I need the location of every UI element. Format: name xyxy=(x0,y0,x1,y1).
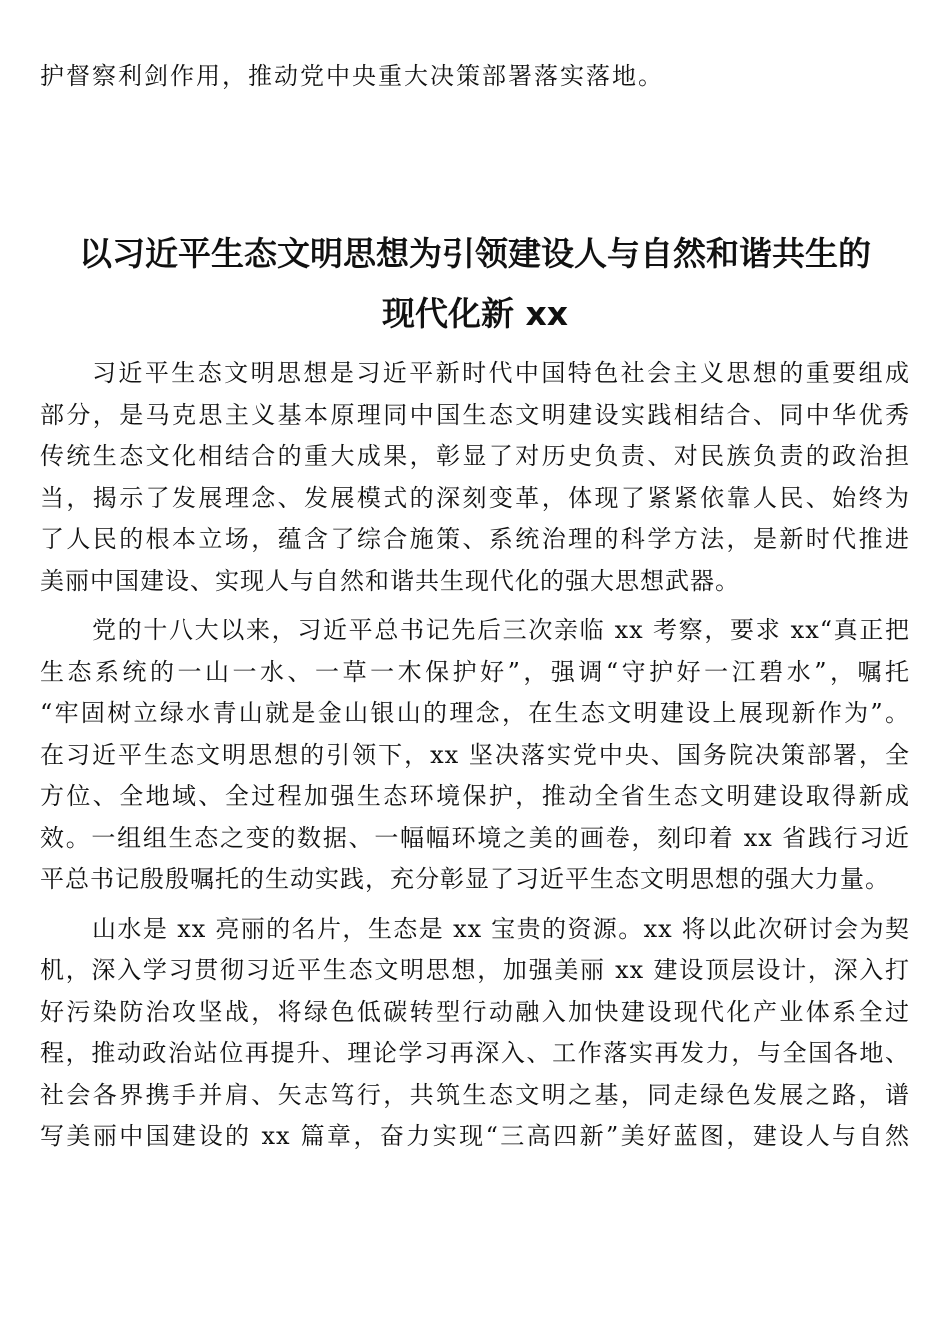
paragraph-line: 平总书记殷殷嘱托的生动实践，充分彰显了习近平生态文明思想的强大力量。 xyxy=(40,865,890,893)
paragraph-line: 好污染防治攻坚战，将绿色低碳转型行动融入加快建设现代化产业体系全过 xyxy=(40,997,910,1026)
previous-paragraph-tail: 护督察利剑作用，推动党中央重大决策部署落实落地。 xyxy=(40,62,664,90)
article-body xyxy=(40,353,910,1158)
paragraph-line: 效。一组组生态之变的数据、一幅幅环境之美的画卷，刻印着 xx 省践行习近 xyxy=(40,823,910,852)
paragraph-line: “牢固树立绿水青山就是金山银山的理念，在生态文明建设上展现新作为”。 xyxy=(40,699,910,727)
paragraph-line: 生态系统的一山一水、一草一木保护好”，强调“守护好一江碧水”，嘱托 xyxy=(40,657,910,686)
article-title xyxy=(30,224,920,344)
paragraph-line: 山水是 xx 亮丽的名片，生态是 xx 宝贵的资源。xx 将以此次研讨会为契 xyxy=(92,914,910,943)
paragraph-line: 社会各界携手并肩、矢志笃行，共筑生态文明之基，同走绿色发展之路，谱 xyxy=(40,1080,910,1109)
paragraph-2 xyxy=(40,610,910,901)
paragraph-line: 部分，是马克思主义基本原理同中国生态文明建设实践相结合、同中华优秀 xyxy=(40,400,910,429)
title-line: 以习近平生态文明思想为引领建设人与自然和谐共生的 xyxy=(79,234,871,273)
paragraph-line: 机，深入学习贯彻习近平生态文明思想，加强美丽 xx 建设顶层设计，深入打 xyxy=(40,956,910,984)
paragraph-line: 了人民的根本立场，蕴含了综合施策、系统治理的科学方法，是新时代推进 xyxy=(40,525,910,553)
paragraph-line: 传统生态文化相结合的重大成果，彰显了对历史负责、对民族负责的政治担 xyxy=(40,442,910,470)
paragraph-line: 党的十八大以来，习近平总书记先后三次亲临 xx 考察，要求 xx“真正把 xyxy=(92,616,910,644)
paragraph-line: 当，揭示了发展理念、发展模式的深刻变革，体现了紧紧依靠人民、始终为 xyxy=(40,483,910,512)
paragraph-gap xyxy=(40,602,910,610)
paragraph-3 xyxy=(40,909,910,1158)
paragraph-line: 程，推动政治站位再提升、理论学习再深入、工作落实再发力，与全国各地、 xyxy=(40,1039,910,1067)
title-line: 现代化新 xx xyxy=(381,294,569,333)
paragraph-line: 美丽中国建设、实现人与自然和谐共生现代化的强大思想武器。 xyxy=(40,566,740,595)
paragraph-gap xyxy=(40,901,910,909)
paragraph-1 xyxy=(40,353,910,602)
paragraph-line: 在习近平生态文明思想的引领下，xx 坚决落实党中央、国务院决策部署，全 xyxy=(40,740,910,769)
paragraph-line: 习近平生态文明思想是习近平新时代中国特色社会主义思想的重要组成 xyxy=(92,359,910,387)
paragraph-line: 方位、全地域、全过程加强生态环境保护，推动全省生态文明建设取得新成 xyxy=(40,782,910,810)
paragraph-line: 写美丽中国建设的 xx 篇章，奋力实现“三高四新”美好蓝图，建设人与自然 xyxy=(40,1122,910,1150)
